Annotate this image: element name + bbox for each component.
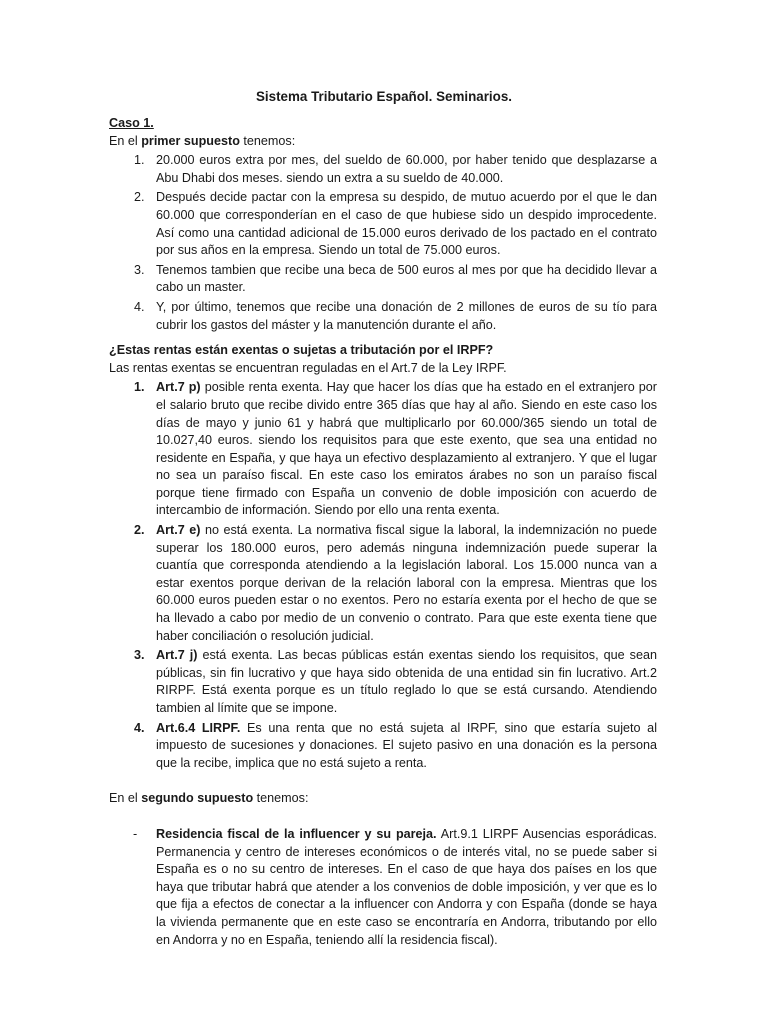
list-item: 1. Art.7 p) posible renta exenta. Hay que hacer los días que ha estado en el extranjero por el salario bruto que recibe divido entre 365 días que hay al año. Siendo en este caso los días de mayo y junio 61 y habrá que multiplicarlo por 60.000/365 siendo un total de 10.027,40 euros. siendo los requisitos para que este exento, que sea una entidad no residente en España, y que haya un efectivo desplazamiento al extranjero. Y que el lugar no sea un paraíso fiscal. En este caso los emiratos árabes no son un paraíso fiscal porque tiene firmado con España un convenio de doble imposición con acuerdo de intercambio de información. Siendo por ello una renta exenta. xyxy=(134,380,657,518)
list-item: 2. Art.7 e) no está exenta. La normativa fiscal sigue la laboral, la indemnización no puede superar los 180.000 euros, pero además ninguna indemnización puede superar la cuantía que corresponda atendiendo a la legislación laboral. Los 15.000 nunca van a estar exentos porque derivan de la relación laboral con la empresa. Mientras que los 60.000 euros pueden estar o no exentos. Pero no estaría exenta por el hecho de que se ha llevado a cabo por medio de un convenio o contrato. Para que este exenta tiene que haber conciliación o resolución judicial. xyxy=(134,523,657,643)
document-body xyxy=(109,115,657,949)
list-item: 3. Tenemos tambien que recibe una beca de 500 euros al mes por que ha decidido llevar a cabo un master. xyxy=(134,262,657,295)
list-item: 2. Después decide pactar con la empresa su despido, de mutuo acuerdo por el que le dan 60.000 que corresponderían en el caso de que hubiese sido un despido improcedente. Así como una cantidad adicional de 15.000 euros derivado de los pactado en el contrato por sus años en la empresa. Siendo un total de 75.000 euros. xyxy=(134,190,657,258)
intro-second-case: En el segundo supuesto tenemos: xyxy=(109,791,309,806)
list-item: 3. Art.7 j) está exenta. Las becas públicas están exentas siendo los requisitos, que sean públicas, sin fin lucrativo y que haya sido obtenida de una entidad sin fin lucrativo. Art.2 RIRPF. Está exenta porque es un título reglado lo que se está cursando. Atendiendo tambien al límite que se impone. xyxy=(134,648,657,715)
list-item: 4. Art.6.4 LIRPF. Es una renta que no está sujeta al IRPF, sino que estaría sujeto al impuesto de sucesiones y donaciones. El sujeto pasivo en una donación es la persona que la recibe, implica que no está sujeto a renta. xyxy=(134,720,657,770)
intro-first-case: En el primer supuesto tenemos: xyxy=(109,133,296,148)
document-title: Sistema Tributario Español. Seminarios. xyxy=(256,89,512,104)
list-item: - Residencia fiscal de la influencer y su pareja. Art.9.1 LIRPF Ausencias esporádicas. Permanencia y centro de intereses económicos o de interés vital, no se puede saber si España es o no su centro de intereses. En el caso de que haya dos países en los que haya que tributar habrá que atender a los convenios de doble imposición, y ver que es lo que fija a efectos de conectar a la influencer con Andorra y con España (donde se haya la vivienda permanente que en este caso se encontraría en Andorra, tributando por ello en Andorra y no en España, teniendo allí la residencia fiscal). xyxy=(133,826,657,947)
facts-list xyxy=(109,152,657,334)
question-subtext: Las rentas exentas se encuentran reguladas en el Art.7 de la Ley IRPF. xyxy=(109,360,507,375)
list-item: 1. 20.000 euros extra por mes, del sueldo de 60.000, por haber tenido que desplazarse a Abu Dhabi dos meses. siendo un extra a su sueldo de 40.000. xyxy=(134,153,657,185)
case-heading: Caso 1. xyxy=(109,116,154,130)
question-heading: ¿Estas rentas están exentas o sujetas a tributación por el IRPF? xyxy=(109,343,494,358)
list-item: 4. Y, por último, tenemos que recibe una donación de 2 millones de euros de su tío para cubrir los gastos del máster y la manutención durante el año. xyxy=(134,299,657,332)
residence-list xyxy=(109,826,657,949)
analysis-list xyxy=(109,379,657,772)
